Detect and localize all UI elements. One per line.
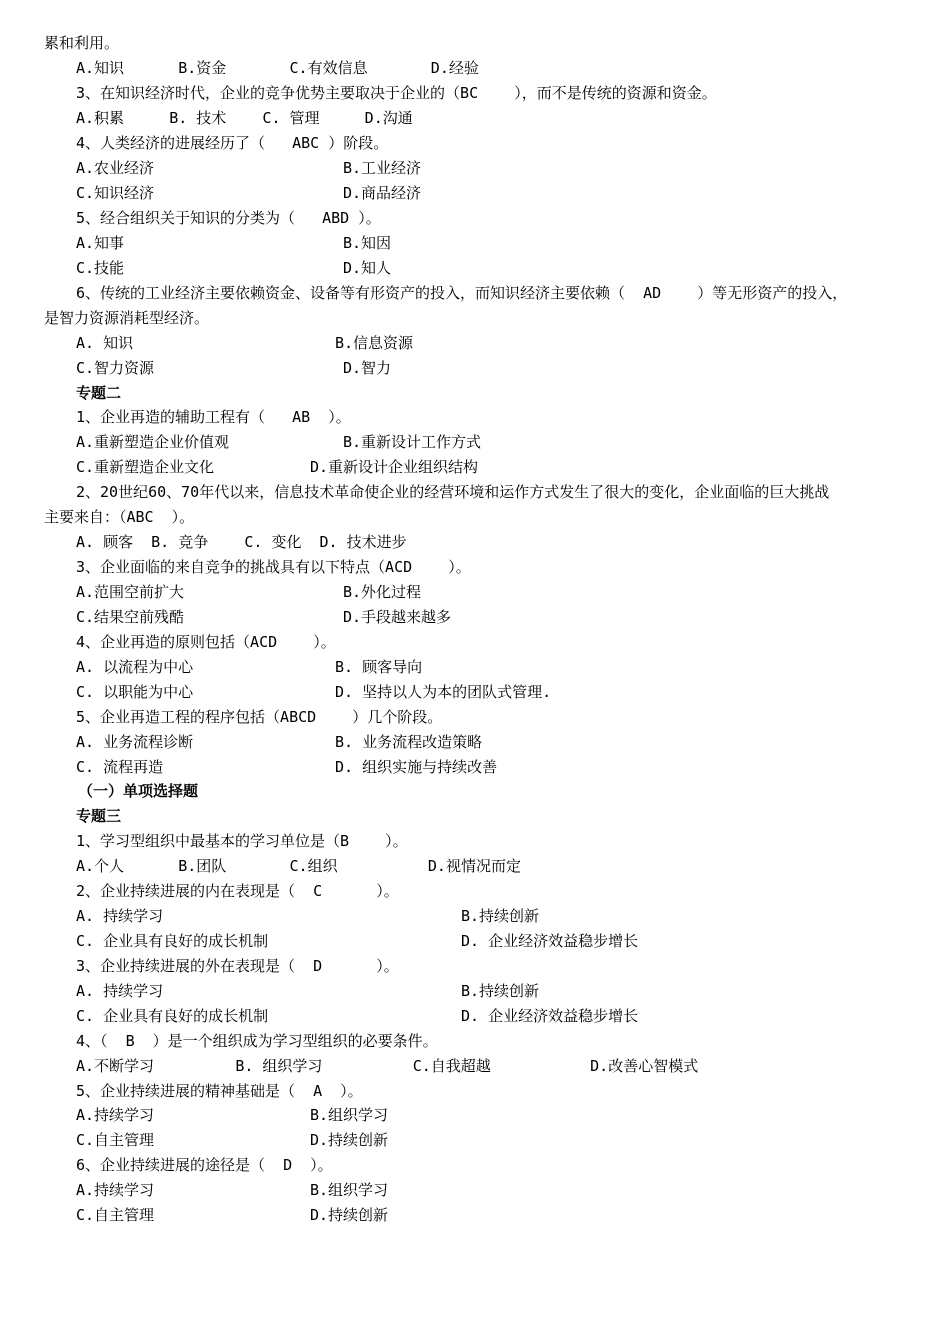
text-line: A. 持续学习 [76, 907, 164, 925]
section-heading: 专题二 [76, 384, 122, 402]
text-line: 5、企业持续进展的精神基础是（ A ）。 [76, 1082, 363, 1100]
text-line: 3、企业面临的来自竞争的挑战具有以下特点（ACD ）。 [76, 558, 471, 576]
text-line: C.技能 [76, 259, 125, 277]
option-text: D. 企业经济效益稳步增长 [461, 1007, 639, 1025]
text-line: C.结果空前残酷 [76, 608, 185, 626]
text-line: A.积累 B. 技术 C. 管理 D.沟通 [76, 109, 413, 127]
text-line: 是智力资源消耗型经济。 [44, 309, 210, 327]
option-text: B.外化过程 [343, 583, 422, 601]
option-text: B.组织学习 [310, 1181, 389, 1199]
text-line: C. 企业具有良好的成长机制 [76, 1007, 269, 1025]
option-text: B.持续创新 [461, 982, 540, 1000]
text-line: A. 知识 [76, 334, 134, 352]
option-text: B.信息资源 [335, 334, 414, 352]
text-line: 4、人类经济的进展经历了（ ABC ）阶段。 [76, 134, 389, 152]
text-line: A.持续学习 [76, 1106, 155, 1124]
option-text: B.知因 [343, 234, 392, 252]
option-text: B. 顾客导向 [335, 658, 423, 676]
option-text: D.知人 [343, 259, 392, 277]
option-text: D. 企业经济效益稳步增长 [461, 932, 639, 950]
section-heading: （一）单项选择题 [78, 782, 199, 800]
option-text: B.工业经济 [343, 159, 422, 177]
text-line: C. 流程再造 [76, 758, 164, 776]
option-text: D.手段越来越多 [343, 608, 452, 626]
text-line: 累和利用。 [44, 34, 120, 52]
text-line: C.重新塑造企业文化 [76, 458, 215, 476]
text-line: C.知识经济 [76, 184, 155, 202]
text-line: 2、20世纪60、70年代以来，信息技术革命使企业的经营环境和运作方式发生了很大的变化，企业面临的巨大挑战 [76, 483, 830, 501]
text-line: A.农业经济 [76, 159, 155, 177]
text-line: C.智力资源 [76, 359, 155, 377]
option-text: B.重新设计工作方式 [343, 433, 482, 451]
text-line: 主要来自：（ABC ）。 [44, 508, 195, 526]
text-line: A. 顾客 B. 竞争 C. 变化 D. 技术进步 [76, 533, 407, 551]
option-text: B. 业务流程改造策略 [335, 733, 483, 751]
option-text: D.重新设计企业组织结构 [310, 458, 479, 476]
text-line: C.自主管理 [76, 1131, 155, 1149]
text-line: 2、企业持续进展的内在表现是（ C ）。 [76, 882, 399, 900]
text-line: 1、企业再造的辅助工程有（ AB ）。 [76, 408, 351, 426]
section-heading: 专题三 [76, 807, 122, 825]
text-line: A.持续学习 [76, 1181, 155, 1199]
option-text: D.商品经济 [343, 184, 422, 202]
text-line: 6、传统的工业经济主要依赖资金、设备等有形资产的投入，而知识经济主要依赖（ AD ）等无形资产的投入， [76, 284, 848, 302]
text-line: 4、企业再造的原则包括（ACD ）。 [76, 633, 336, 651]
option-text: D.持续创新 [310, 1206, 389, 1224]
option-text: B.持续创新 [461, 907, 540, 925]
option-text: B.组织学习 [310, 1106, 389, 1124]
text-line: A.重新塑造企业价值观 [76, 433, 230, 451]
text-line: A.个人 B.团队 C.组织 D.视情况而定 [76, 857, 521, 875]
option-text: D. 组织实施与持续改善 [335, 758, 498, 776]
text-line: A.不断学习 B. 组织学习 C.自我超越 D.改善心智模式 [76, 1057, 699, 1075]
text-line: C. 以职能为中心 [76, 683, 194, 701]
option-text: D.智力 [343, 359, 392, 377]
text-line: 6、企业持续进展的途径是（ D ）。 [76, 1156, 333, 1174]
text-line: C. 企业具有良好的成长机制 [76, 932, 269, 950]
text-line: A. 以流程为中心 [76, 658, 194, 676]
text-line: A. 持续学习 [76, 982, 164, 1000]
text-line: A.范围空前扩大 [76, 583, 185, 601]
text-line: A. 业务流程诊断 [76, 733, 194, 751]
text-line: A.知识 B.资金 C.有效信息 D.经验 [76, 59, 479, 77]
text-line: 1、学习型组织中最基本的学习单位是（B ）。 [76, 832, 408, 850]
text-line: 4、（ B ）是一个组织成为学习型组织的必要条件。 [76, 1032, 438, 1050]
option-text: D. 坚持以人为本的团队式管理. [335, 683, 552, 701]
option-text: D.持续创新 [310, 1131, 389, 1149]
text-line: C.自主管理 [76, 1206, 155, 1224]
text-line: 3、在知识经济时代，企业的竞争优势主要取决于企业的（BC ），而不是传统的资源和资金。 [76, 84, 717, 102]
text-line: 5、经合组织关于知识的分类为（ ABD ）。 [76, 209, 381, 227]
text-line: A.知事 [76, 234, 125, 252]
text-line: 5、企业再造工程的程序包括（ABCD ）几个阶段。 [76, 708, 443, 726]
text-line: 3、企业持续进展的外在表现是（ D ）。 [76, 957, 399, 975]
